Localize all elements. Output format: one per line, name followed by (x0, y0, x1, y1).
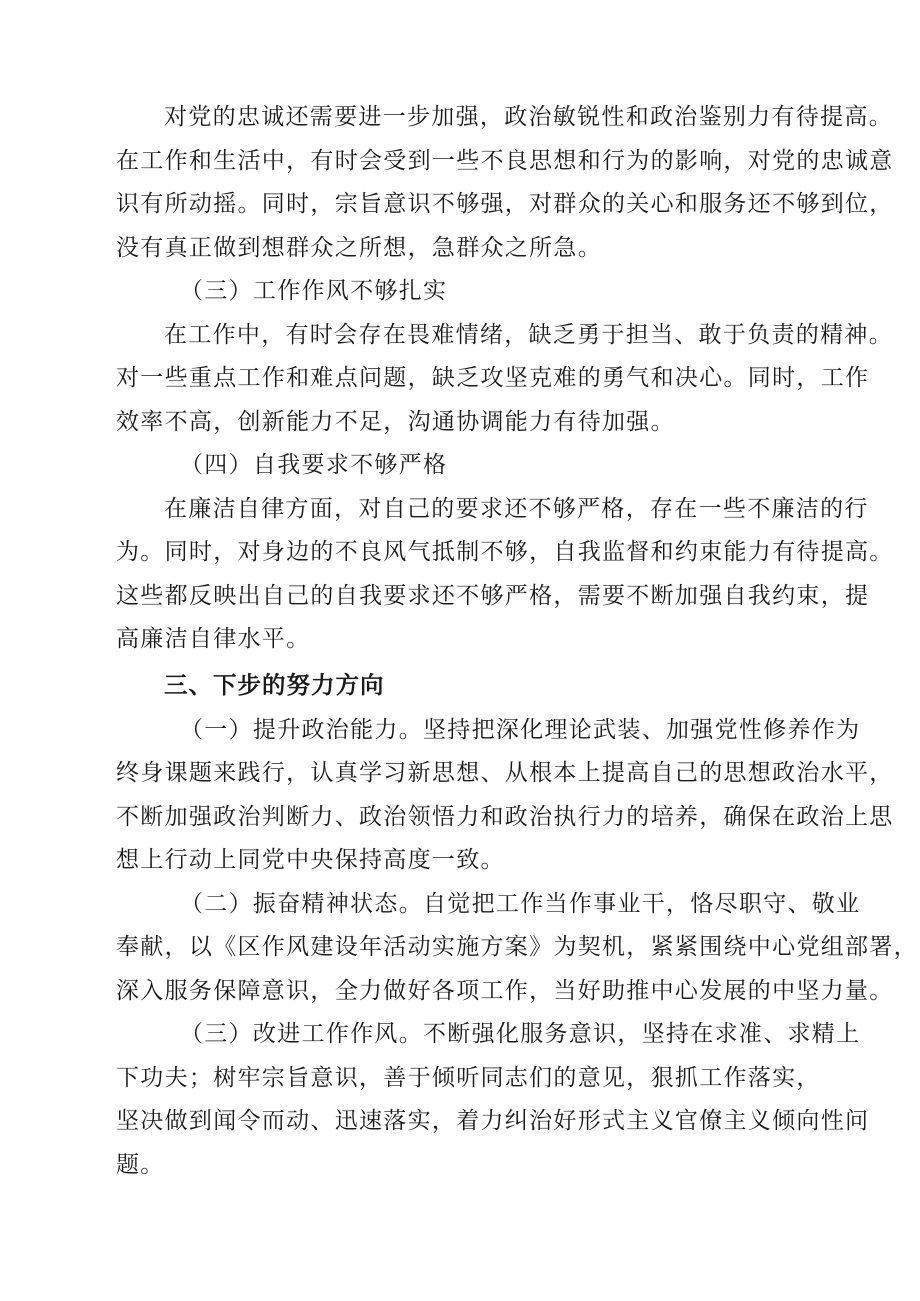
paragraph-direction-spirit (116, 883, 918, 1014)
text-line: 在工作和生活中，有时会受到一些不良思想和行为的影响，对党的忠诚意 (116, 147, 894, 174)
text-line: 没有真正做到想群众之所想，急群众之所急。 (116, 234, 602, 261)
text-line: 对党的忠诚还需要进一步加强，政治敏锐性和政治鉴别力有待提高。 (164, 104, 893, 130)
text-line: 在廉洁自律方面，对自己的要求还不够严格，存在一些不廉洁的行 (164, 495, 869, 522)
text-line: 这些都反映出自己的自我要求还不够严格，需要不断加强自我约束，提 (116, 582, 870, 609)
text-line: 终身课题来践行，认真学习新思想、从根本上提高自己的思想政治水平， (116, 760, 894, 786)
text-line: 奉献，以《区作风建设年活动实施方案》为契机，紧紧围绕中心党组部署， (116, 934, 918, 960)
text-line: （一）提升政治能力。坚持把深化理论武装、加强党性修养作为 (180, 716, 861, 743)
text-line: 题。 (116, 1151, 165, 1178)
text-line: 不断加强政治判断力、政治领悟力和政治执行力的培养，确保在政治上思 (116, 803, 894, 830)
paragraph-direction-political-ability (116, 709, 894, 883)
text-line: 深入服务保障意识，全力做好各项工作，当好助推中心发展的中坚力量。 (116, 977, 894, 1004)
text-line: 对一些重点工作和难点问题，缺乏攻坚克难的勇气和决心。同时，工作 (116, 365, 870, 391)
text-line: 下功夫；树牢宗旨意识，善于倾听同志们的意见，狠抓工作落实， (116, 1064, 821, 1091)
text-line: （三）改进工作作风。不断强化服务意识，坚持在求准、求精上 (180, 1021, 861, 1047)
text-line: 识有所动摇。同时，宗旨意识不够强，对群众的关心和服务还不够到位， (116, 191, 894, 217)
text-line: （二）振奋精神状态。自觉把工作当作事业干，恪尽职守、敬业 (180, 890, 861, 917)
paragraph-party-loyalty (116, 96, 894, 270)
document-body (116, 96, 918, 1187)
paragraph-direction-work-style (116, 1013, 870, 1187)
paragraph-work-style (116, 314, 893, 445)
text-line: 在工作中，有时会存在畏难情绪，缺乏勇于担当、敢于负责的精神。 (164, 321, 893, 348)
section-heading-next-steps: 三、下步的努力方向 (164, 670, 385, 699)
text-line: 坚决做到闻令而动、迅速落实，着力纠治好形式主义官僚主义倾向性问 (116, 1108, 870, 1134)
subheading-work-style: （三）工作作风不够扎实 (180, 278, 448, 304)
text-line: 高廉洁自律水平。 (116, 626, 311, 652)
text-line: 想上行动上同党中央保持高度一致。 (116, 847, 505, 873)
paragraph-self-discipline (116, 488, 894, 662)
subheading-self-discipline: （四）自我要求不够严格 (180, 452, 448, 478)
text-line: 为。同时，对身边的不良风气抵制不够，自我监督和约束能力有待提高。 (116, 539, 894, 565)
text-line: 效率不高，创新能力不足，沟通协调能力有待加强。 (116, 408, 675, 435)
